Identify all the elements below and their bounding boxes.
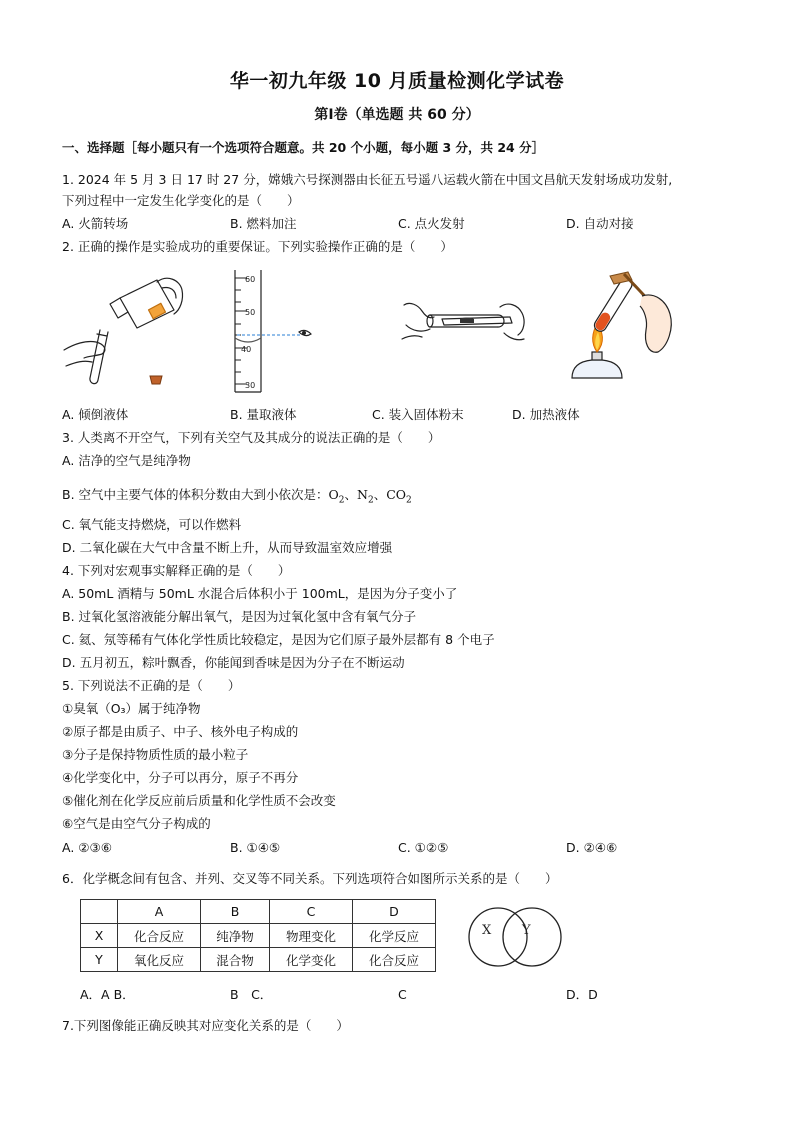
venn-circle-x <box>469 908 527 966</box>
heating-liquid-figure <box>562 270 677 390</box>
q2-option-b: B. 量取液体 <box>230 407 297 422</box>
q5-option-a: A. ②③⑥ <box>62 840 112 855</box>
q5-item-5: ⑤催化剂在化学反应前后质量和化学性质不会改变 <box>62 793 336 808</box>
exam-title: 华一初九年级 10 月质量检测化学试卷 <box>229 70 565 92</box>
cylinder-tick-50: 50 <box>245 308 256 317</box>
formula-o2: O <box>328 487 339 502</box>
venn-label-y: Y <box>522 923 531 938</box>
table-cell: 化合反应 <box>118 924 201 948</box>
table-cell: Y <box>81 948 118 972</box>
q1-option-b: B. 燃料加注 <box>230 216 297 231</box>
q5-stem: 5. 下列说法不正确的是（ ） <box>62 678 241 693</box>
relation-table <box>80 899 436 972</box>
q4-option-a: A. 50mL 酒精与 50mL 水混合后体积小于 100mL，是因为分子变小了 <box>62 586 458 601</box>
q1-stem-line1: 1. 2024 年 5 月 3 日 17 时 27 分，嫦娥六号探测器由长征五号遥八运载火箭在中国文昌航天发射场成功发射, <box>62 172 673 187</box>
table-cell: 化合反应 <box>353 948 436 972</box>
table-header-cell: B <box>201 900 270 924</box>
formula-o2-sub: 2 <box>338 495 345 506</box>
q2-option-a: A. 倾倒液体 <box>62 407 129 422</box>
q3-option-b-prefix: B. 空气中主要气体的体积分数由大到小依次是： <box>62 487 329 502</box>
table-cell: 混合物 <box>201 948 270 972</box>
q6-stem: 6．化学概念间有包含、并列、交叉等不同关系。下列选项符合如图所示关系的是（ ） <box>62 871 558 886</box>
table-row <box>81 924 436 948</box>
q5-option-b: B. ①④⑤ <box>230 840 281 855</box>
measuring-cylinder-figure <box>225 266 325 396</box>
pouring-liquid-figure <box>62 270 192 395</box>
q5-option-c: C. ①②⑤ <box>398 840 449 855</box>
q2-stem: 2. 正确的操作是实验成功的重要保证。下列实验操作正确的是（ ） <box>62 239 453 254</box>
q3-option-b <box>62 486 412 510</box>
formula-n2: N <box>357 487 368 502</box>
q4-option-d: D. 五月初五，粽叶飘香，你能闻到香味是因为分子在不断运动 <box>62 655 405 670</box>
q3-stem: 3. 人类离不开空气，下列有关空气及其成分的说法正确的是（ ） <box>62 430 441 445</box>
table-header-cell: D <box>353 900 436 924</box>
table-cell: 物理变化 <box>270 924 353 948</box>
q3-option-d: D. 二氧化碳在大气中含量不断上升，从而导致温室效应增强 <box>62 540 393 555</box>
table-cell: 纯净物 <box>201 924 270 948</box>
q7-stem: 7.下列图像能正确反映其对应变化关系的是（ ） <box>62 1018 349 1033</box>
venn-circle-y <box>503 908 561 966</box>
q4-option-b: B. 过氧化氢溶液能分解出氧气，是因为过氧化氢中含有氧气分子 <box>62 609 417 624</box>
table-cell: 化学变化 <box>270 948 353 972</box>
table-cell: 氧化反应 <box>118 948 201 972</box>
q5-item-1: ①臭氧（O₃）属于纯净物 <box>62 701 201 716</box>
formula-sep2: 、 <box>373 487 387 502</box>
q4-option-c: C. 氦、氖等稀有气体化学性质比较稳定，是因为它们原子最外层都有 8 个电子 <box>62 632 495 647</box>
q1-option-a: A. 火箭转场 <box>62 216 129 231</box>
section-heading: 一、选择题［每小题只有一个选项符合题意。共 20 个小题，每小题 3 分，共 24 分］ <box>62 140 545 155</box>
q6-answer-a: A．A B． <box>80 987 135 1002</box>
q2-option-d: D. 加热液体 <box>512 407 580 422</box>
q2-option-c: C. 装入固体粉末 <box>372 407 464 422</box>
q3-option-c: C. 氧气能支持燃烧，可以作燃料 <box>62 517 242 532</box>
q1-option-d: D. 自动对接 <box>566 216 634 231</box>
q3-option-a: A. 洁净的空气是纯净物 <box>62 453 191 468</box>
q5-item-4: ④化学变化中，分子可以再分，原子不再分 <box>62 770 299 785</box>
formula-co2: CO <box>386 487 407 502</box>
table-header-row <box>81 900 436 924</box>
venn-label-x: X <box>482 923 492 938</box>
q6-answer-c: C <box>398 987 407 1002</box>
formula-sep1: 、 <box>344 487 358 502</box>
exam-subtitle: 第Ⅰ卷（单选题 共 60 分） <box>314 107 480 123</box>
q5-item-2: ②原子都是由质子、中子、核外电子构成的 <box>62 724 299 739</box>
q1-stem-line2: 下列过程中一定发生化学变化的是（ ） <box>62 193 300 208</box>
adding-powder-figure <box>400 295 530 350</box>
q6-answer-d: D．D <box>566 987 598 1002</box>
cylinder-tick-30: 30 <box>245 381 256 390</box>
formula-co2-sub: 2 <box>406 495 412 506</box>
formula-n2-sub: 2 <box>367 495 374 506</box>
table-header-cell: A <box>118 900 201 924</box>
q6-answer-b: B C． <box>230 987 273 1002</box>
table-cell: 化学反应 <box>353 924 436 948</box>
cylinder-tick-40: 40 <box>241 345 252 354</box>
q5-option-d: D. ②④⑥ <box>566 840 618 855</box>
q1-option-c: C. 点火发射 <box>398 216 465 231</box>
table-cell: X <box>81 924 118 948</box>
table-header-cell: C <box>270 900 353 924</box>
q5-item-3: ③分子是保持物质性质的最小粒子 <box>62 747 249 762</box>
venn-diagram <box>462 906 572 970</box>
table-row <box>81 948 436 972</box>
q5-item-6: ⑥空气是由空气分子构成的 <box>62 816 211 831</box>
q4-stem: 4. 下列对宏观事实解释正确的是（ ） <box>62 563 291 578</box>
cylinder-tick-60: 60 <box>245 275 256 284</box>
table-header-cell <box>81 900 118 924</box>
